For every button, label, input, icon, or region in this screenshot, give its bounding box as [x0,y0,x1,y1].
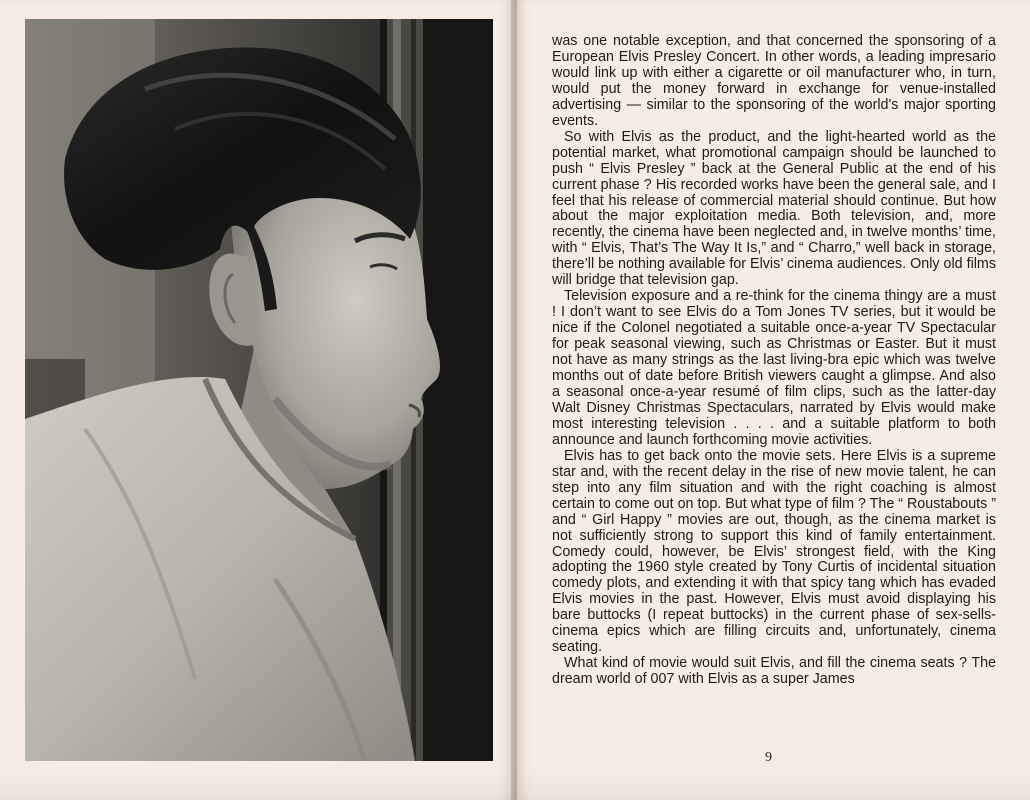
paragraph: Elvis has to get back onto the movie sets. Here Elvis is a supreme star and, with the recent delay in the rise of new movie talent, he can step into any film situation and with the right coaching is almost certain to come out on top. But what type of film ? The “ Roustabouts ” and “ Girl Happy ” movies are out, though, as the cinema market is not sufficiently strong to support this kind of family entertainment. Comedy could, however, be Elvis’ strongest field, with the King adopting the 1960 style created by Tony Curtis of incidental situation comedy plots, and extending it with that spicy tang which has evaded Elvis movies in the past. However, Elvis must avoid displaying his bare buttocks (I repeat buttocks) in the current phase of sex-sells-cinema epics which are filling circuits and, unfortunately, cinema seating. [552,447,996,656]
page-bottom-edge [0,770,1030,800]
article-text-column [552,34,996,688]
page-number: 9 [765,750,772,765]
elvis-profile-photo [25,19,493,761]
paragraph: So with Elvis as the product, and the light-hearted world as the potential market, what promotional campaign should be launched to push “ Elvis Presley ” back at the General Public at the end of his current phase ? His recorded works have been the general sale, and I feel that his release of commercial material should continue. But how about the major exploitation media. Both television, and, more recently, the cinema have been neglected and, in twelve months’ time, with “ Elvis, That’s The Way It Is,” and “ Charro,” well back in storage, there’ll be nothing available for Elvis’ cinema audiences. Only old films will bridge that television gap. [552,128,996,289]
paragraph: What kind of movie would suit Elvis, and fill the cinema seats ? The dream world of 007 with Elvis as a super James [552,655,996,688]
photo-illustration [25,19,493,761]
paragraph: Television exposure and a re-think for the cinema thingy are a must ! I don’t want to see Elvis do a Tom Jones TV series, but it would be nice if the Colonel negotiated a suitable once-a-year TV Spectacular for peak seasonal viewing, such as Christmas or Easter. But it must not have as many strings as the last living-bra epic which was twelve months out of date before British viewers caught a glimpse. And also a seasonal once-a-year resumé of film clips, such as the latter-day Walt Disney Christmas Spectaculars, narrated by Elvis would make most interesting television . . . . and a suitable platform to both announce and launch forthcoming movie activities. [552,288,996,448]
left-page [0,0,513,800]
paragraph: was one notable exception, and that concerned the sponsoring of a European Elvis Presley Concert. In other words, a leading impresario would link up with either a cigarette or oil manufacturer who, in turn, would put the money forward in exchange for venue-installed advertising — similar to the sponsoring of the world's major sporting events. [552,33,996,129]
